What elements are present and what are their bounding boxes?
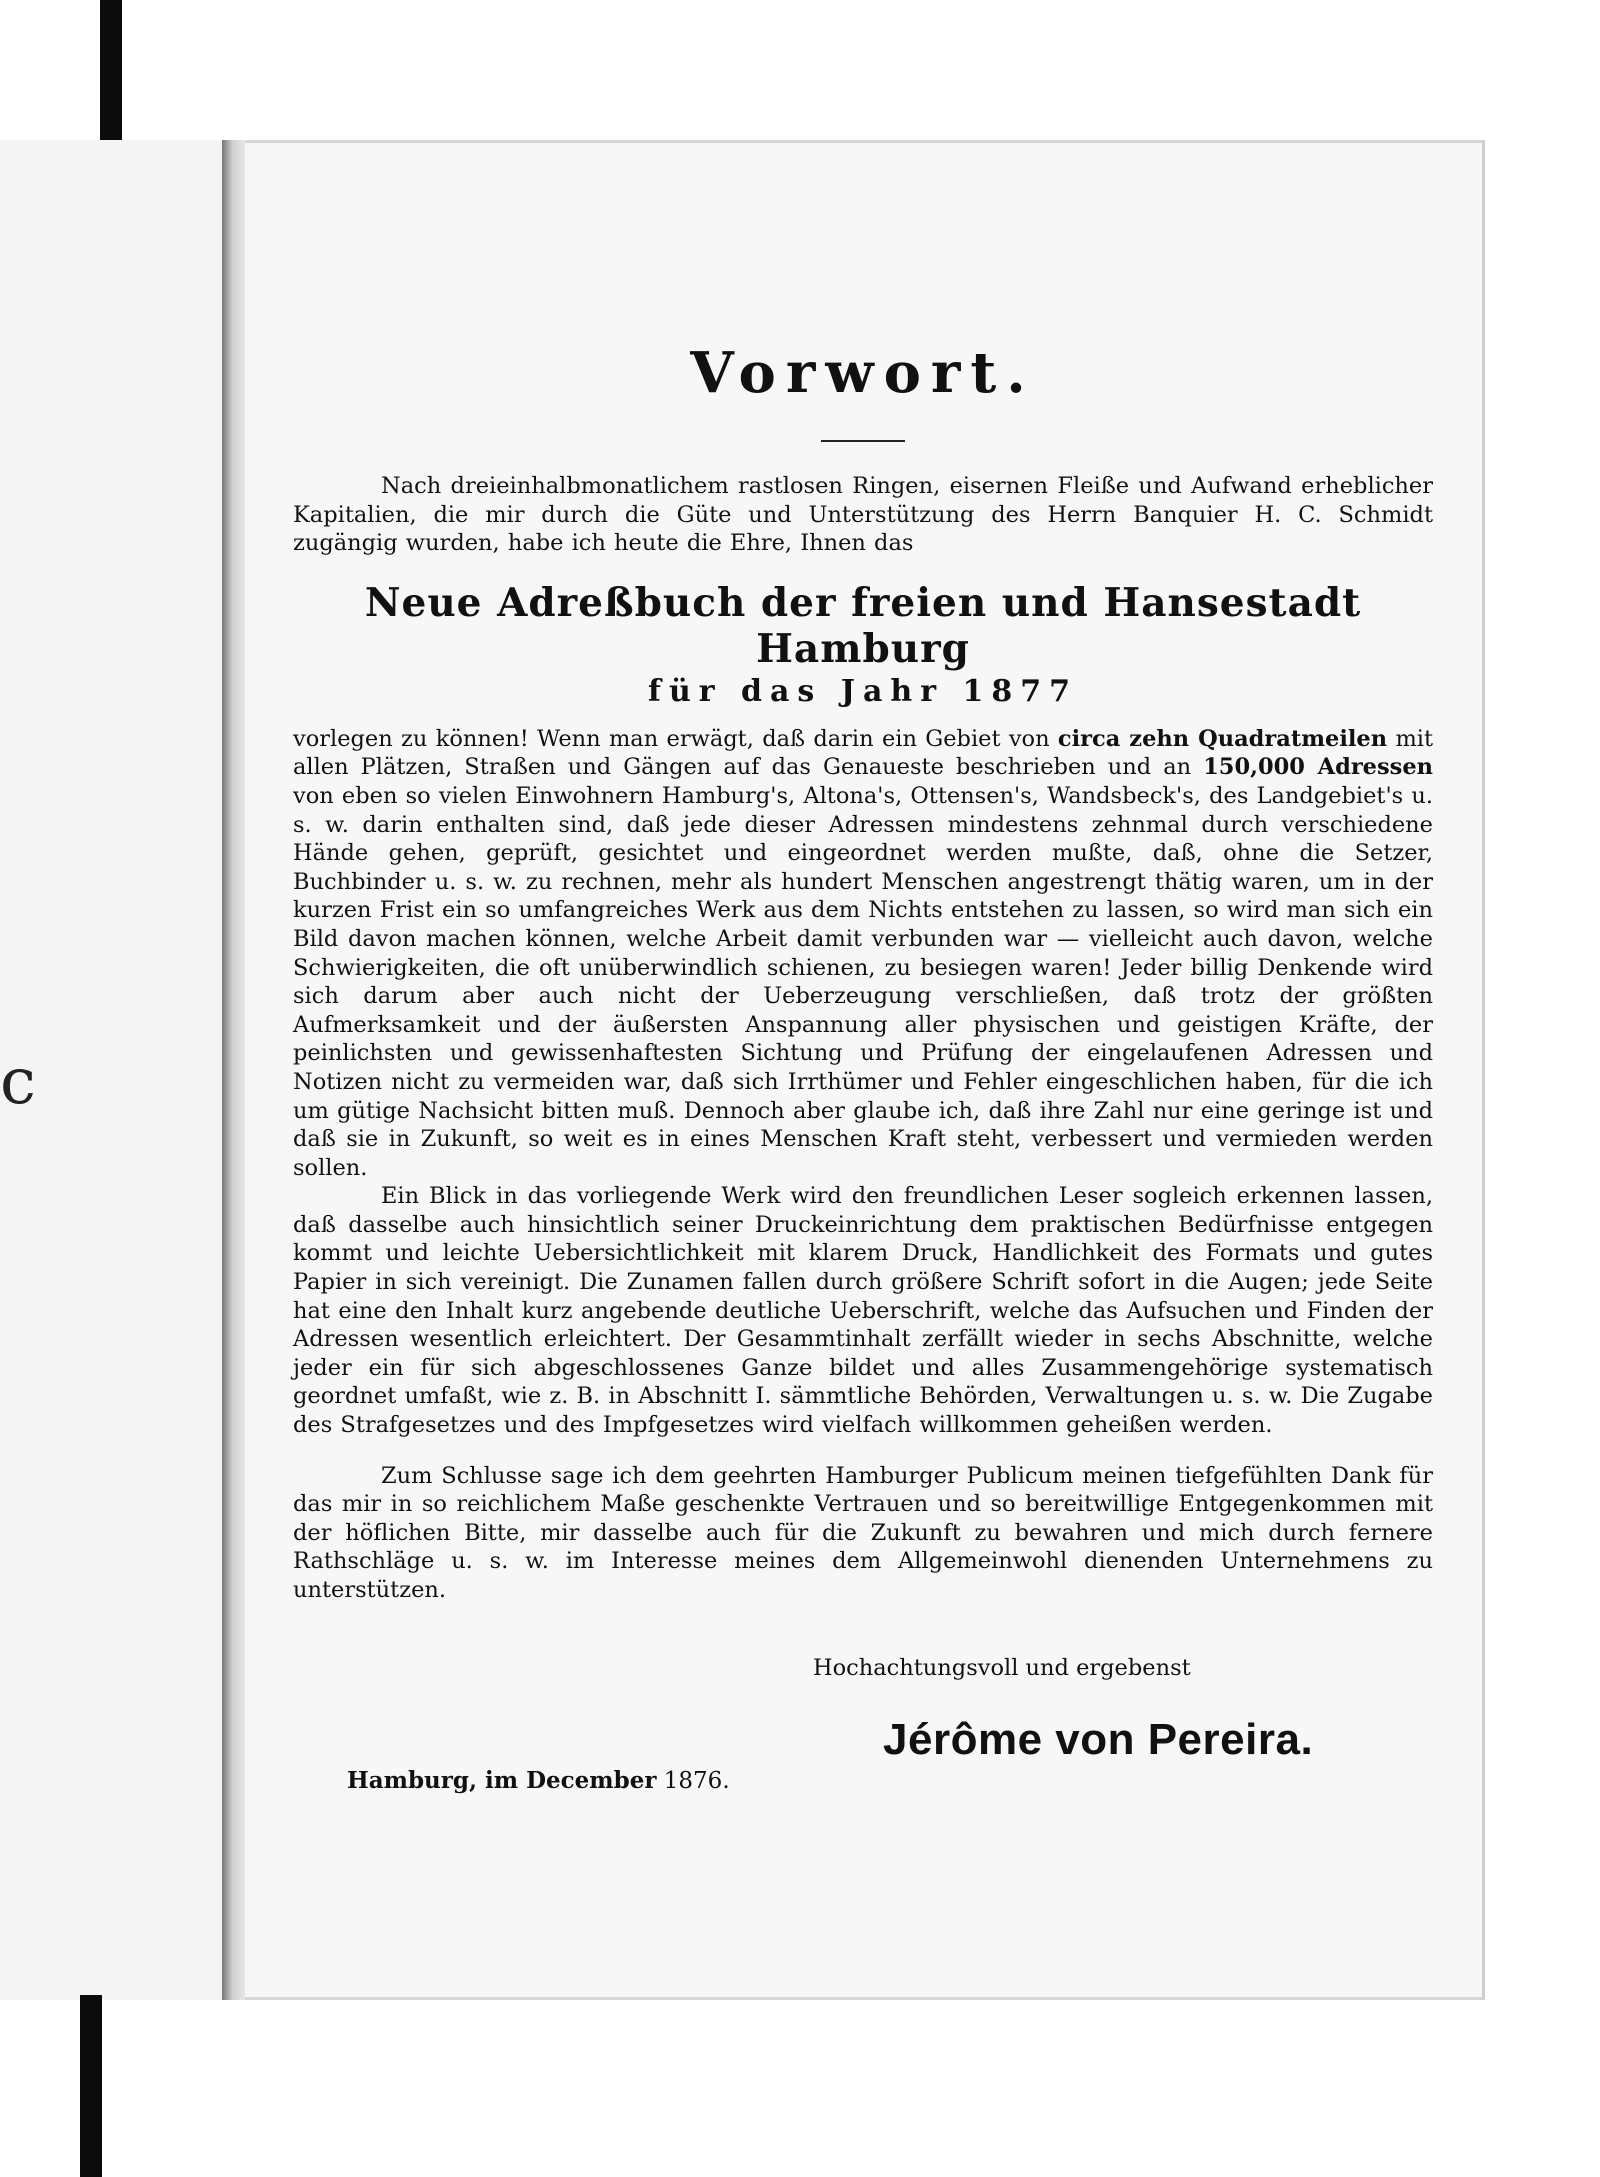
facing-page-edge <box>0 140 242 2000</box>
book-binding-bottom <box>80 1995 102 2177</box>
body-paragraph-2: Ein Blick in das vorliegende Werk wird den freundlichen Leser sogleich erkennen lassen, daß dasselbe auch hinsichtlich seiner Druckeinrichtung dem praktischen Bedürfnisse entgegen kommt und leichte Uebersichtlichkeit mit klarem Druck, Handlichkeit des Formats und gutes Papier in sich vereinigt. Die Zunamen fallen durch größere Schrift sofort in die Augen; jede Seite hat eine den Inhalt kurz angebende deutliche Ueberschrift, welche das Aufsuchen und Finden der Adressen wesentlich erleichtert. Der Gesammtinhalt zerfällt wieder in sechs Abschnitte, welche jeder ein für sich abgeschlossenes Ganze bildet und alles Zusammengehörige systematisch geordnet umfaßt, wie z. B. in Abschnitt I. sämmtliche Behörden, Verwaltungen u. s. w. Die Zugabe des Strafgesetzes und des Impfgesetzes wird vielfach willkommen geheißen werden. <box>293 1183 1433 1439</box>
document-page <box>245 140 1485 2000</box>
place-date <box>347 1767 1433 1794</box>
book-title: Neue Adreßbuch der freien und Hansestadt Hamburg <box>364 579 1362 672</box>
area-highlight: circa zehn Quadratmeilen <box>1057 725 1388 752</box>
body-text-a: vorlegen zu können! Wenn man erwägt, daß darin ein Gebiet von <box>293 725 1050 752</box>
heading-rule <box>821 440 905 442</box>
margin-glyph: c <box>0 1045 36 1119</box>
body-paragraph-1 <box>293 725 1433 1183</box>
body-text-c: mit allen Plätzen, Straßen und Gängen auf das Genaueste beschrieben und an <box>293 725 1434 781</box>
closing-phrase: Hochachtungsvoll und ergebenst <box>813 1654 1191 1681</box>
year: 1876. <box>663 1767 730 1794</box>
signature: Jérôme von Pereira. <box>883 1714 1314 1764</box>
body-paragraph-3: Zum Schlusse sage ich dem geehrten Hamburger Publicum meinen tiefgefühlten Dank für das mir in so reichlichem Maße geschenkte Vertrauen und so bereitwillige Entgegenkommen mit der höflichen Bitte, mir dasselbe auch für die Zukunft zu bewahren und mich durch fernere Rathschläge u. s. w. im Interesse meines dem Allgemeinwohl dienenden Unternehmens zu unterstützen. <box>293 1462 1433 1603</box>
intro-paragraph: Nach dreieinhalbmonatlichem rastlosen Ringen, eisernen Fleiße und Aufwand erheblicher Kapitalien, die mir durch die Güte und Unterstützung des Herrn Banquier H. C. Schmidt zugängig wurden, habe ich heute die Ehre, Ihnen das <box>293 473 1433 557</box>
body-text-e: von eben so vielen Einwohnern Hamburg's, Altona's, Ottensen's, Wandsbeck's, des Landgebiet's u. s. w. darin enthalten sind, daß jede dieser Adressen mindestens zehnmal durch verschiedene Hände gehen, geprüft, gesichtet und eingeordnet werden mußte, daß, ohne die Setzer, Buchbinder u. s. w. zu rechnen, mehr als hundert Menschen angestrengt thätig waren, um in der kurzen Frist ein so umfangreiches Werk aus dem Nichts entstehen zu lassen, so wird man sich ein Bild davon machen können, welche Arbeit damit verbunden war — vielleicht auch davon, welche Schwierigkeiten, die oft unüberwindlich schienen, zu besiegen waren! Jeder billig Denkende wird sich darum aber auch nicht der Ueberzeugung verschließen, daß trotz der größten Aufmerksamkeit und der äußersten Anspannung aller physischen und geistigen Kräfte, der peinlichsten und gewissenhaftesten Sichtung und Prüfung der eingelaufenen Adressen und Notizen nicht zu vermeiden war, daß sich Irrthümer und Fehler eingeschlichen haben, für die ich um gütige Nachsicht bitten muß. Dennoch aber glaube ich, daß ihre Zahl nur eine geringe ist und daß sie in Zukunft, so weit es in eines Menschen Kraft steht, verbessert und vermieden werden sollen. <box>293 782 1433 1181</box>
book-binding-top <box>100 0 122 142</box>
page-content <box>293 340 1433 1794</box>
place: Hamburg, im December <box>347 1766 657 1794</box>
book-subtitle: für das Jahr 1877 <box>648 673 1078 709</box>
page-heading: Vorwort. <box>690 340 1036 406</box>
address-count-highlight: 150,000 Adressen <box>1203 754 1434 781</box>
